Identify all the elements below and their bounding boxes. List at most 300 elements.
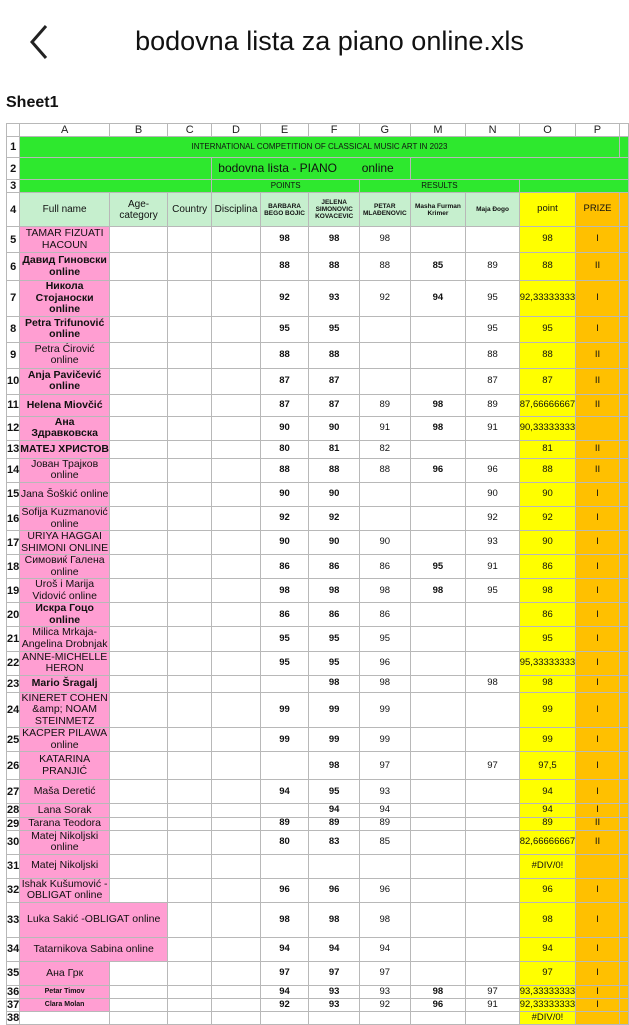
corner-cell[interactable] <box>7 124 20 137</box>
disciplina-cell[interactable] <box>212 752 261 780</box>
score-cell-n[interactable]: 95 <box>466 579 519 603</box>
score-cell-g[interactable]: 98 <box>360 675 410 692</box>
row-number[interactable]: 15 <box>7 483 20 507</box>
point-cell[interactable]: 92 <box>519 507 575 531</box>
country-cell[interactable] <box>168 902 212 937</box>
cell[interactable] <box>619 728 628 752</box>
full-name-cell[interactable]: Tarana Teodora <box>20 817 110 830</box>
score-cell-n[interactable] <box>466 780 519 804</box>
score-cell-m[interactable] <box>410 368 466 394</box>
cell[interactable] <box>619 627 628 651</box>
point-cell[interactable]: 82,66666667 <box>519 830 575 854</box>
score-cell-g[interactable] <box>360 342 410 368</box>
point-cell[interactable]: 96 <box>519 878 575 902</box>
row-number[interactable]: 35 <box>7 961 20 985</box>
prize-cell[interactable]: I <box>576 555 620 579</box>
row-number[interactable]: 31 <box>7 854 20 878</box>
full-name-cell[interactable]: Anja Pavičević online <box>20 368 110 394</box>
row-number[interactable]: 37 <box>7 998 20 1011</box>
row-number[interactable]: 24 <box>7 692 20 728</box>
full-name-cell[interactable]: Clara Molan <box>20 998 110 1011</box>
score-cell-f[interactable]: 98 <box>309 752 360 780</box>
country-cell[interactable] <box>168 416 212 440</box>
row-number[interactable]: 21 <box>7 627 20 651</box>
score-cell-e[interactable]: 99 <box>260 692 308 728</box>
prize-cell[interactable]: I <box>576 902 620 937</box>
prize-cell[interactable]: II <box>576 394 620 416</box>
age-category-cell[interactable] <box>110 878 168 902</box>
score-cell-g[interactable]: 88 <box>360 253 410 281</box>
cell[interactable] <box>619 780 628 804</box>
country-cell[interactable] <box>168 281 212 317</box>
country-cell[interactable] <box>168 651 212 675</box>
disciplina-cell[interactable] <box>212 985 261 998</box>
point-cell[interactable]: 90 <box>519 531 575 555</box>
col-header-e[interactable]: E <box>260 124 308 137</box>
score-cell-m[interactable] <box>410 483 466 507</box>
full-name-cell[interactable]: МАТЕЈ ХРИСТОВ <box>20 440 110 458</box>
score-cell-g[interactable] <box>360 483 410 507</box>
row-number[interactable]: 29 <box>7 817 20 830</box>
row-number[interactable]: 36 <box>7 985 20 998</box>
score-cell-g[interactable] <box>360 507 410 531</box>
full-name-cell[interactable]: Sofija Kuzmanović online <box>21 506 108 530</box>
disciplina-cell[interactable] <box>212 780 261 804</box>
country-cell[interactable] <box>168 603 212 627</box>
score-cell-g[interactable]: 92 <box>360 998 410 1011</box>
disciplina-cell[interactable] <box>212 368 261 394</box>
score-cell-f[interactable]: 94 <box>309 937 360 961</box>
score-cell-m[interactable]: 98 <box>410 416 466 440</box>
col-header-p[interactable]: P <box>576 124 620 137</box>
disciplina-cell[interactable] <box>212 483 261 507</box>
disciplina-cell[interactable] <box>212 281 261 317</box>
point-cell[interactable]: 98 <box>519 579 575 603</box>
cell[interactable] <box>619 507 628 531</box>
row-number[interactable]: 30 <box>7 830 20 854</box>
score-cell-f[interactable]: 95 <box>309 780 360 804</box>
point-cell[interactable]: 89 <box>519 817 575 830</box>
country-cell[interactable] <box>168 458 212 482</box>
header-judge-e[interactable]: BARBARA BEGO BOJIC <box>260 193 308 227</box>
point-cell[interactable]: 90 <box>519 483 575 507</box>
full-name-cell[interactable]: KATARINA PRANJIĆ <box>20 752 110 780</box>
score-cell-e[interactable]: 98 <box>260 579 308 603</box>
cell[interactable] <box>20 158 212 180</box>
row-number[interactable]: 33 <box>7 902 20 937</box>
full-name-cell[interactable]: Давид Гиновски online <box>20 253 110 281</box>
row-number[interactable]: 3 <box>7 180 20 193</box>
age-category-cell[interactable] <box>110 627 168 651</box>
score-cell-f[interactable] <box>309 854 360 878</box>
full-name-cell[interactable]: Jana Šoškić online <box>20 483 110 507</box>
header-judge-f[interactable]: JELENA SIMONOVIC KOVACEVIC <box>309 193 360 227</box>
country-cell[interactable] <box>168 675 212 692</box>
disciplina-cell[interactable] <box>212 804 261 817</box>
cell[interactable] <box>619 531 628 555</box>
prize-cell[interactable]: I <box>576 579 620 603</box>
full-name-cell[interactable]: Matej Nikoljski online <box>20 830 110 854</box>
score-cell-f[interactable]: 98 <box>309 902 360 937</box>
row-number[interactable]: 8 <box>7 316 20 342</box>
cell[interactable] <box>619 440 628 458</box>
point-cell[interactable]: 86 <box>519 555 575 579</box>
prize-cell[interactable] <box>576 854 620 878</box>
disciplina-cell[interactable] <box>212 227 261 253</box>
full-name-cell[interactable]: Ана Здравковска <box>20 416 110 440</box>
full-name-cell[interactable]: KINERET COHEN &amp; NOAM STEINMETZ <box>21 691 108 727</box>
age-category-cell[interactable] <box>110 342 168 368</box>
score-cell-g[interactable]: 93 <box>360 985 410 998</box>
country-cell[interactable] <box>168 627 212 651</box>
cell[interactable] <box>619 902 628 937</box>
cell[interactable] <box>619 651 628 675</box>
point-cell[interactable]: 86 <box>519 603 575 627</box>
score-cell-g[interactable]: 94 <box>360 937 410 961</box>
country-cell[interactable] <box>168 579 212 603</box>
disciplina-cell[interactable] <box>212 1011 261 1024</box>
score-cell-m[interactable] <box>410 780 466 804</box>
score-cell-f[interactable]: 86 <box>309 603 360 627</box>
country-cell[interactable] <box>168 507 212 531</box>
point-cell[interactable]: 92,33333333 <box>519 281 575 317</box>
disciplina-cell[interactable] <box>212 458 261 482</box>
header-point[interactable]: point <box>519 193 575 227</box>
age-category-cell[interactable] <box>110 961 168 985</box>
header-age-category[interactable]: Age-category <box>110 193 168 227</box>
cell[interactable] <box>619 227 628 253</box>
full-name-cell[interactable]: Helena Miovčić <box>20 394 110 416</box>
age-category-cell[interactable] <box>110 483 168 507</box>
disciplina-cell[interactable] <box>212 253 261 281</box>
score-cell-g[interactable]: 89 <box>360 394 410 416</box>
score-cell-n[interactable]: 95 <box>466 316 519 342</box>
col-header-o[interactable]: O <box>519 124 575 137</box>
row-number[interactable]: 10 <box>7 368 20 394</box>
score-cell-g[interactable]: 97 <box>360 752 410 780</box>
prize-cell[interactable]: II <box>576 830 620 854</box>
col-header-m[interactable]: M <box>410 124 466 137</box>
point-cell[interactable]: 88 <box>519 342 575 368</box>
point-cell[interactable]: 98 <box>519 675 575 692</box>
age-category-cell[interactable] <box>110 316 168 342</box>
score-cell-g[interactable]: 99 <box>360 692 410 728</box>
cell[interactable] <box>619 1011 628 1024</box>
age-category-cell[interactable] <box>110 817 168 830</box>
disciplina-cell[interactable] <box>212 579 261 603</box>
header-judge-m[interactable]: Masha Furman Krimer <box>410 193 466 227</box>
country-cell[interactable] <box>168 394 212 416</box>
disciplina-cell[interactable] <box>212 817 261 830</box>
score-cell-e[interactable]: 95 <box>260 651 308 675</box>
score-cell-f[interactable]: 94 <box>309 804 360 817</box>
prize-cell[interactable]: I <box>576 627 620 651</box>
age-category-cell[interactable] <box>110 998 168 1011</box>
score-cell-n[interactable]: 92 <box>466 507 519 531</box>
country-cell[interactable] <box>168 1011 212 1024</box>
score-cell-e[interactable]: 90 <box>260 483 308 507</box>
score-cell-f[interactable]: 95 <box>309 651 360 675</box>
score-cell-m[interactable] <box>410 902 466 937</box>
score-cell-e[interactable]: 94 <box>260 985 308 998</box>
row-number[interactable]: 17 <box>7 531 20 555</box>
score-cell-n[interactable] <box>466 961 519 985</box>
score-cell-f[interactable]: 90 <box>309 531 360 555</box>
cell[interactable] <box>410 158 629 180</box>
age-category-cell[interactable] <box>110 281 168 317</box>
score-cell-n[interactable] <box>466 227 519 253</box>
score-cell-n[interactable]: 97 <box>466 752 519 780</box>
score-cell-n[interactable]: 93 <box>466 531 519 555</box>
point-cell[interactable]: 98 <box>519 902 575 937</box>
score-cell-e[interactable]: 88 <box>260 253 308 281</box>
score-cell-g[interactable]: 98 <box>360 902 410 937</box>
score-cell-n[interactable] <box>466 878 519 902</box>
point-cell[interactable]: 97,5 <box>519 752 575 780</box>
country-cell[interactable] <box>168 998 212 1011</box>
prize-cell[interactable]: I <box>576 937 620 961</box>
country-cell[interactable] <box>168 752 212 780</box>
score-cell-e[interactable] <box>260 675 308 692</box>
score-cell-f[interactable]: 96 <box>309 878 360 902</box>
point-cell[interactable]: #DIV/0! <box>519 1011 575 1024</box>
country-cell[interactable] <box>168 937 212 961</box>
cell[interactable] <box>619 193 628 227</box>
score-cell-n[interactable] <box>466 692 519 728</box>
full-name-cell[interactable]: Никола Стојаноски online <box>20 281 110 317</box>
country-cell[interactable] <box>168 830 212 854</box>
score-cell-n[interactable] <box>466 1011 519 1024</box>
age-category-cell[interactable] <box>110 555 168 579</box>
cell[interactable] <box>619 483 628 507</box>
disciplina-cell[interactable] <box>212 675 261 692</box>
header-judge-n[interactable]: Maja Đogo <box>466 193 519 227</box>
prize-cell[interactable]: I <box>576 316 620 342</box>
score-cell-n[interactable] <box>466 603 519 627</box>
prize-cell[interactable]: I <box>576 961 620 985</box>
score-cell-n[interactable]: 88 <box>466 342 519 368</box>
prize-cell[interactable]: I <box>576 651 620 675</box>
cell[interactable] <box>619 804 628 817</box>
score-cell-m[interactable] <box>410 817 466 830</box>
score-cell-g[interactable]: 92 <box>360 281 410 317</box>
point-cell[interactable]: 94 <box>519 937 575 961</box>
full-name-cell[interactable]: Искра Гоцо online <box>20 603 110 627</box>
score-cell-g[interactable]: 86 <box>360 603 410 627</box>
row-number[interactable]: 5 <box>7 227 20 253</box>
row-number[interactable]: 38 <box>7 1011 20 1024</box>
disciplina-cell[interactable] <box>212 854 261 878</box>
score-cell-e[interactable]: 96 <box>260 878 308 902</box>
prize-cell[interactable]: I <box>576 483 620 507</box>
score-cell-n[interactable]: 87 <box>466 368 519 394</box>
score-cell-m[interactable] <box>410 316 466 342</box>
full-name-cell[interactable]: Petra Ćirović online <box>20 342 110 368</box>
prize-cell[interactable]: I <box>576 507 620 531</box>
row-number[interactable]: 1 <box>7 137 20 158</box>
point-cell[interactable]: 88 <box>519 458 575 482</box>
score-cell-f[interactable]: 93 <box>309 281 360 317</box>
cell[interactable] <box>619 937 628 961</box>
row-number[interactable]: 13 <box>7 440 20 458</box>
header-disciplina[interactable]: Disciplina <box>212 193 261 227</box>
disciplina-cell[interactable] <box>212 603 261 627</box>
point-cell[interactable]: 94 <box>519 804 575 817</box>
score-cell-f[interactable]: 98 <box>309 675 360 692</box>
disciplina-cell[interactable] <box>212 555 261 579</box>
disciplina-cell[interactable] <box>212 531 261 555</box>
full-name-cell[interactable]: Ishak Kušumović -OBLIGAT online <box>21 877 108 902</box>
cell[interactable] <box>619 316 628 342</box>
score-cell-e[interactable]: 92 <box>260 507 308 531</box>
row-number[interactable]: 7 <box>7 281 20 317</box>
cell[interactable] <box>619 985 628 998</box>
score-cell-f[interactable]: 99 <box>309 692 360 728</box>
col-header-a[interactable]: A <box>20 124 110 137</box>
age-category-cell[interactable] <box>110 804 168 817</box>
prize-cell[interactable] <box>576 1011 620 1024</box>
row-number[interactable]: 23 <box>7 675 20 692</box>
full-name-cell[interactable]: Uroš i Marija Vidović online <box>20 579 110 603</box>
score-cell-g[interactable]: 98 <box>360 227 410 253</box>
country-cell[interactable] <box>168 692 212 728</box>
disciplina-cell[interactable] <box>212 440 261 458</box>
disciplina-cell[interactable] <box>212 651 261 675</box>
col-header-f[interactable]: F <box>309 124 360 137</box>
full-name-cell[interactable]: ANNE-MICHELLE HERON <box>20 651 110 675</box>
score-cell-f[interactable]: 90 <box>309 483 360 507</box>
cell[interactable] <box>20 180 212 193</box>
cell[interactable] <box>619 998 628 1011</box>
score-cell-g[interactable]: 98 <box>360 579 410 603</box>
score-cell-g[interactable]: 90 <box>360 531 410 555</box>
score-cell-m[interactable]: 98 <box>410 579 466 603</box>
score-cell-m[interactable] <box>410 830 466 854</box>
full-name-cell[interactable]: Mario Šragalj <box>20 675 110 692</box>
cell[interactable] <box>619 603 628 627</box>
age-category-cell[interactable] <box>110 368 168 394</box>
country-cell[interactable] <box>168 368 212 394</box>
age-category-cell[interactable] <box>110 458 168 482</box>
score-cell-g[interactable]: 97 <box>360 961 410 985</box>
full-name-cell[interactable]: KACPER PILAWA online <box>20 728 110 752</box>
disciplina-cell[interactable] <box>212 937 261 961</box>
row-number[interactable]: 22 <box>7 651 20 675</box>
disciplina-cell[interactable] <box>212 416 261 440</box>
score-cell-f[interactable]: 93 <box>309 985 360 998</box>
score-cell-e[interactable]: 87 <box>260 368 308 394</box>
score-cell-m[interactable]: 95 <box>410 555 466 579</box>
prize-cell[interactable]: I <box>576 985 620 998</box>
row-number[interactable]: 11 <box>7 394 20 416</box>
score-cell-m[interactable]: 98 <box>410 985 466 998</box>
score-cell-g[interactable] <box>360 368 410 394</box>
full-name-cell[interactable]: Lana Sorak <box>20 804 110 817</box>
header-prize[interactable]: PRIZE <box>576 193 620 227</box>
country-cell[interactable] <box>168 878 212 902</box>
row-number[interactable]: 20 <box>7 603 20 627</box>
score-cell-n[interactable] <box>466 627 519 651</box>
disciplina-cell[interactable] <box>212 902 261 937</box>
score-cell-f[interactable]: 93 <box>309 998 360 1011</box>
score-cell-m[interactable] <box>410 878 466 902</box>
score-cell-f[interactable]: 81 <box>309 440 360 458</box>
row-number[interactable]: 34 <box>7 937 20 961</box>
score-cell-m[interactable] <box>410 627 466 651</box>
point-cell[interactable]: 95,33333333 <box>519 651 575 675</box>
country-cell[interactable] <box>168 531 212 555</box>
score-cell-m[interactable] <box>410 531 466 555</box>
prize-cell[interactable]: I <box>576 878 620 902</box>
score-cell-m[interactable]: 85 <box>410 253 466 281</box>
cell[interactable] <box>619 579 628 603</box>
score-cell-g[interactable]: 89 <box>360 817 410 830</box>
score-cell-e[interactable]: 97 <box>260 961 308 985</box>
prize-cell[interactable]: I <box>576 752 620 780</box>
cell[interactable] <box>619 416 628 440</box>
score-cell-f[interactable]: 92 <box>309 507 360 531</box>
cell[interactable] <box>619 342 628 368</box>
country-cell[interactable] <box>168 854 212 878</box>
point-cell[interactable]: 81 <box>519 440 575 458</box>
cell[interactable] <box>619 281 628 317</box>
full-name-cell[interactable] <box>20 1011 110 1024</box>
score-cell-f[interactable]: 87 <box>309 394 360 416</box>
score-cell-n[interactable]: 98 <box>466 675 519 692</box>
score-cell-f[interactable]: 89 <box>309 817 360 830</box>
row-number[interactable]: 12 <box>7 416 20 440</box>
prize-cell[interactable]: I <box>576 531 620 555</box>
full-name-cell[interactable]: Ана Грк <box>20 961 110 985</box>
prize-cell[interactable]: II <box>576 458 620 482</box>
cell[interactable] <box>619 394 628 416</box>
prize-cell[interactable] <box>576 416 620 440</box>
prize-cell[interactable]: II <box>576 253 620 281</box>
disciplina-cell[interactable] <box>212 878 261 902</box>
age-category-cell[interactable] <box>110 603 168 627</box>
score-cell-f[interactable]: 87 <box>309 368 360 394</box>
score-cell-n[interactable] <box>466 817 519 830</box>
score-cell-n[interactable] <box>466 854 519 878</box>
col-header-n[interactable]: N <box>466 124 519 137</box>
score-cell-n[interactable]: 97 <box>466 985 519 998</box>
score-cell-n[interactable]: 90 <box>466 483 519 507</box>
score-cell-f[interactable]: 95 <box>309 627 360 651</box>
full-name-cell[interactable]: TAMAR FIZUATI HACOUN <box>20 227 110 253</box>
score-cell-n[interactable] <box>466 804 519 817</box>
row-number[interactable]: 16 <box>7 507 20 531</box>
point-cell[interactable]: 99 <box>519 728 575 752</box>
row-number[interactable]: 25 <box>7 728 20 752</box>
row-number[interactable]: 9 <box>7 342 20 368</box>
header-full-name[interactable]: Full name <box>20 193 110 227</box>
full-name-cell[interactable]: Јован Трајков online <box>20 458 110 482</box>
score-cell-m[interactable] <box>410 227 466 253</box>
score-cell-f[interactable]: 88 <box>309 253 360 281</box>
cell[interactable] <box>619 878 628 902</box>
point-cell[interactable]: 87,66666667 <box>519 394 575 416</box>
score-cell-f[interactable]: 90 <box>309 416 360 440</box>
score-cell-e[interactable]: 98 <box>260 227 308 253</box>
score-cell-n[interactable]: 95 <box>466 281 519 317</box>
score-cell-m[interactable] <box>410 342 466 368</box>
prize-cell[interactable]: II <box>576 817 620 830</box>
country-cell[interactable] <box>168 342 212 368</box>
prize-cell[interactable]: I <box>576 804 620 817</box>
sheet-name[interactable]: Sheet1 <box>6 94 59 111</box>
col-header-d[interactable]: D <box>212 124 261 137</box>
full-name-cell[interactable]: URIYA HAGGAI SHIMONI ONLINE <box>21 530 109 554</box>
